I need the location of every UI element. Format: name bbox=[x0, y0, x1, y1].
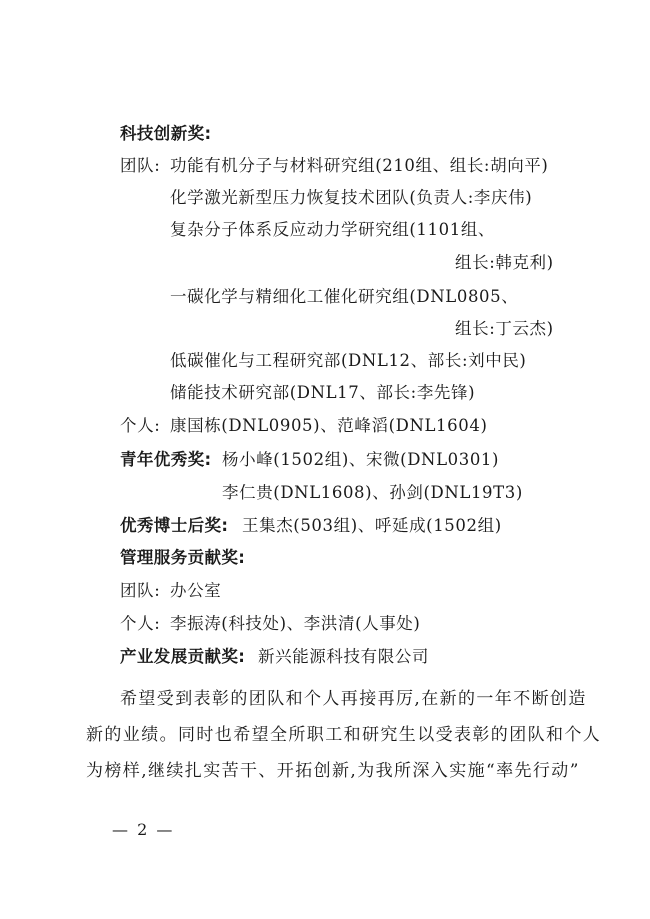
page-number: — 2 — bbox=[112, 820, 175, 839]
sci-tech-team-line-2: 化学激光新型压力恢复技术团队(负责人:李庆伟) bbox=[170, 188, 533, 207]
sci-tech-team-label: 团队: bbox=[120, 156, 161, 175]
management-award-heading: 管理服务贡献奖: bbox=[120, 548, 246, 567]
postdoc-award-value: 王集杰(503组)、呼延成(1502组) bbox=[242, 516, 502, 535]
management-individual-value: 李振涛(科技处)、李洪清(人事处) bbox=[170, 614, 421, 633]
youth-award-line-1: 杨小峰(1502组)、宋微(DNL0301) bbox=[222, 450, 500, 469]
sci-tech-individual-value: 康国栋(DNL0905)、范峰滔(DNL1604) bbox=[170, 416, 488, 435]
management-team-label: 团队: bbox=[120, 581, 161, 600]
sci-tech-team-line-8: 储能技术研究部(DNL17、部长:李先锋) bbox=[170, 383, 476, 402]
sci-tech-team-line-5: 一碳化学与精细化工催化研究组(DNL0805、 bbox=[170, 287, 519, 306]
sci-tech-team-line-4: 组长:韩克利) bbox=[455, 253, 554, 272]
sci-tech-award-heading: 科技创新奖: bbox=[120, 124, 212, 143]
youth-award-heading: 青年优秀奖: bbox=[120, 450, 212, 469]
industry-award-value: 新兴能源科技有限公司 bbox=[258, 647, 429, 666]
sci-tech-team-line-7: 低碳催化与工程研究部(DNL12、部长:刘中民) bbox=[170, 351, 527, 370]
industry-award-heading: 产业发展贡献奖: bbox=[120, 647, 246, 666]
closing-paragraph-line-2: 新的业绩。同时也希望全所职工和研究生以受表彰的团队和个人 bbox=[86, 725, 602, 745]
closing-paragraph-line-3: 为榜样,继续扎实苦干、开拓创新,为我所深入实施“率先行动” bbox=[86, 761, 580, 781]
sci-tech-team-line-6: 组长:丁云杰) bbox=[455, 319, 554, 338]
management-team-value: 办公室 bbox=[170, 581, 222, 600]
management-individual-label: 个人: bbox=[120, 614, 161, 633]
sci-tech-team-line-3: 复杂分子体系反应动力学研究组(1101组、 bbox=[170, 220, 496, 239]
sci-tech-individual-label: 个人: bbox=[120, 416, 161, 435]
youth-award-line-2: 李仁贵(DNL1608)、孙剑(DNL19T3) bbox=[222, 483, 523, 502]
postdoc-award-heading: 优秀博士后奖: bbox=[120, 516, 229, 535]
closing-paragraph-line-1: 希望受到表彰的团队和个人再接再厉,在新的一年不断创造 bbox=[120, 689, 587, 709]
sci-tech-team-line-1: 功能有机分子与材料研究组(210组、组长:胡向平) bbox=[170, 156, 549, 175]
